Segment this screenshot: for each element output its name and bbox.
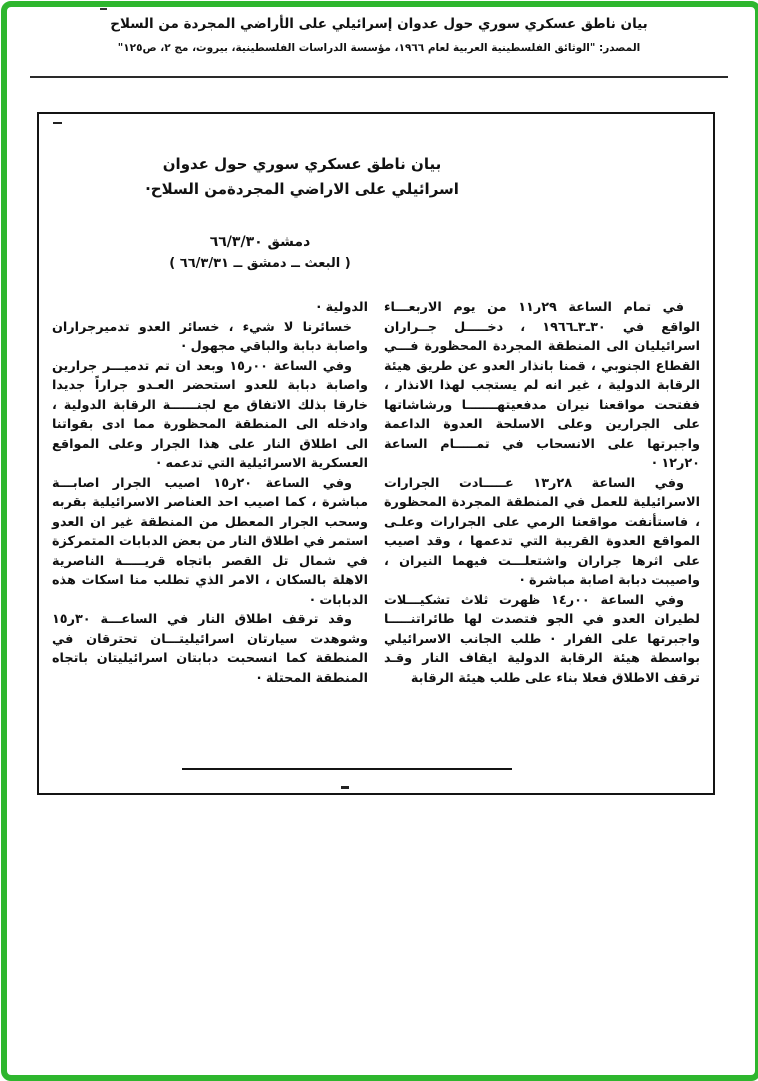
source-attribution: ( البعث ــ دمشق ــ ٦٦/٣/٣١ ): [169, 256, 351, 271]
paragraph: خسائرنا لا شيء ، خسائر العدو تدميرجراران واصابة دبابة والباقي مجهول ·: [52, 319, 368, 354]
scan-artifact-mark: [341, 786, 349, 789]
scan-artifact-mark: [100, 8, 107, 10]
two-column-body: [39, 298, 713, 688]
column-left: [52, 298, 368, 688]
paragraph: الدولية ·: [316, 300, 368, 315]
scan-artifact-mark: [53, 122, 62, 124]
paragraph: وفي الساعة ٠٠ر١٥ وبعد ان تم تدميـــر جرارين واصابة دبابة للعدو استحضر العـدو جراراً جديدا خارقا بذلك الاتفاق مع لجنــــــة الرقابة الدولية ، وادخله الى المنطقة المحظورة مما ادى بقواتنا الى اطلاق النار على هذا الجرار وعلى المواقع العسكرية الاسرائيلية التي تدعمه ·: [52, 358, 368, 471]
dateline: دمشق ٦٦/٣/٣٠: [209, 234, 311, 250]
bottom-short-rule: [182, 768, 512, 770]
paragraph: وفي الساعة ٠٠ر١٤ ظهرت ثلاث تشكيـــلات لطيران العدو في الجو فتصدت لها طائراتنـــــا واجبرتها على الفرار · طلب الجانب الاسرائيلي بواسطة هيئة الرقابة الدولية ايقاف النار وقـد ترقف الاطلاق فعلا بناء على طلب هيئة الرقابة: [384, 592, 700, 686]
header-title: بيان ناطق عسكري سوري حول عدوان إسرائيلي على الأراضي المجردة من السلاح: [110, 16, 648, 32]
paragraph: وفي الساعة ٢٨ر١٣ عـــــادت الجرارات الاسرائيلية للعمل في المنطقة المجردة المحظورة ، فاستأنفت مواقعنا الرمي على الجرارات وعلـى المواقع العدوة القريبة التي تدعمها ، وقد اصيب على اثرها جراران واشتعلـــت فيهما النيران ، واصيبت دبابة اصابة مباشرة ·: [384, 475, 700, 588]
page-header: [0, 16, 758, 54]
document-scan-box: [37, 112, 715, 795]
paragraph: وقد ترقف اطلاق النار في الساعـــة ٣٠ر١٥ وشوهدت سيارتان اسرائيليتـــان تحترقان في المنطقة كما انسحبت دبابتان اسرائيليتان باتجاه المنطقة المحتلة ·: [52, 612, 368, 686]
document-title: [0, 152, 639, 202]
column-right: [384, 298, 700, 688]
source-citation: المصدر: "الوثائق الفلسطينية العربية لعام ١٩٦٦، مؤسسة الدراسات الفلسطينية، بيروت، مج ٢، ص١٢٥": [117, 42, 641, 54]
document-title-line2: اسرائيلي على الاراضي المجردةمن السلاح·: [145, 180, 459, 198]
document-title-line1: بيان ناطق عسكري سوري حول عدوان: [162, 155, 442, 173]
paragraph: وفي الساعة ٢٠ر١٥ اصيب الجرار اصابـــة مباشرة ، كما اصيب احد العناصر الاسرائيلية بقربه وسحب الجرار المعطل من المنطقة غير ان العدو استمر في اطلاق النار من بعض الدبابات المتمركزة في شمال تل القصر باتجاه قريـــــة الناصرية الاهلة بالسكان ، الامر الذي تطلب منا اسكات هذه الدبابات ·: [52, 475, 368, 608]
header-divider-rule: [30, 76, 728, 78]
paragraph: في تمام الساعة ٢٩ر١١ من يوم الاربعـــاء الواقع في ٣٠ـ٣ـ١٩٦٦ ، دخـــــل جــراران اسرائيليان الى المنطقة المجردة المحظورة فـــي القطاع الجنوبي ، قمنا بانذار العدو عن طريق هيئة الرقابة الدولية ، غير انه لم يستجب لهذا الانذار ، ففتحت مواقعنا نيران مدفعيتهـــــــا ورشاشاتها على الجرارين وعلى الاسلحة العدوة الداعمة واجبرتها على الانسحاب في تمـــــام الساعة ٢٠ر١٢ ·: [384, 300, 700, 471]
